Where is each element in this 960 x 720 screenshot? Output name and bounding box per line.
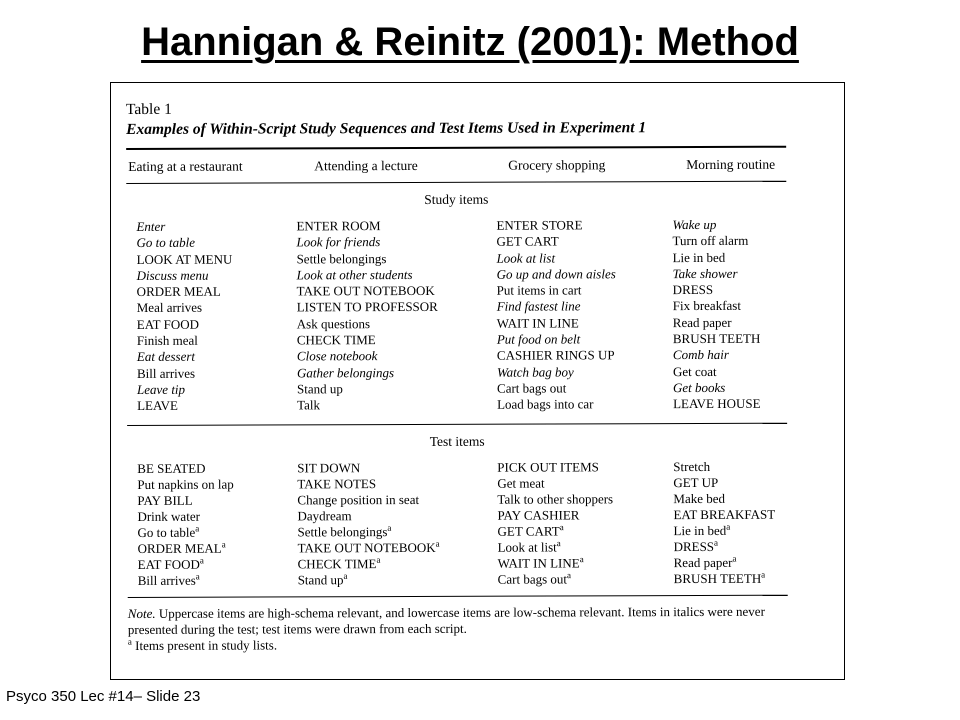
study-cell-text: LISTEN TO PROFESSOR <box>296 299 438 315</box>
study-cell-text: Look at other students <box>296 266 413 283</box>
study-cell <box>297 364 497 381</box>
test-cell-text: TAKE OUT NOTEBOOK <box>297 539 436 556</box>
test-cell-text: CHECK TIME <box>297 556 377 572</box>
study-cell <box>673 266 797 283</box>
study-cell-text: Eat dessert <box>136 349 196 365</box>
footnote-marker: a <box>713 537 719 548</box>
study-cell-text: Find fastest line <box>496 298 581 315</box>
study-cell <box>673 314 797 331</box>
test-cell-text: Stand up <box>297 572 344 588</box>
study-cell-text: Take shower <box>672 265 738 281</box>
test-cell <box>673 507 797 524</box>
study-cell <box>297 397 497 414</box>
study-cell <box>296 234 496 251</box>
study-cell <box>497 299 673 316</box>
footnote-marker: a <box>435 538 440 549</box>
study-cell-text: Wake up <box>672 216 717 233</box>
test-cell-text: Settle belongings <box>297 524 388 540</box>
study-cell <box>297 348 497 365</box>
test-cell-text: PAY CASHIER <box>497 507 580 523</box>
footnote-marker: a <box>195 523 200 534</box>
study-cell <box>496 233 672 250</box>
test-cell <box>138 557 298 574</box>
study-cell <box>497 364 673 381</box>
study-cell-text: GET CART <box>496 233 559 250</box>
test-cell-text: Get meat <box>497 475 545 491</box>
test-cell <box>138 573 298 590</box>
test-cell <box>297 508 497 525</box>
study-cell <box>297 250 497 267</box>
study-cell <box>673 347 797 364</box>
test-cell <box>673 490 797 507</box>
test-cell-text: PICK OUT ITEMS <box>497 458 599 475</box>
study-cell-text: LEAVE <box>137 398 179 414</box>
study-cell <box>673 363 797 380</box>
footnote-marker: a <box>556 538 561 549</box>
table-body <box>126 99 788 655</box>
study-cell <box>497 396 673 413</box>
test-cell-text: ORDER MEAL <box>137 540 222 556</box>
test-cell-text: Read paper <box>673 555 733 571</box>
study-cell <box>673 282 797 299</box>
test-cell <box>497 507 673 524</box>
study-cell <box>497 282 673 299</box>
test-cell <box>298 556 498 573</box>
study-cell <box>296 218 496 235</box>
test-cell-text: Look at list <box>497 539 557 555</box>
test-cell-text: Make bed <box>673 490 726 506</box>
study-cell <box>137 332 297 349</box>
slide-footer: Psyco 350 Lec #14– Slide 23 <box>6 688 201 705</box>
test-cell <box>138 540 298 557</box>
study-cell <box>297 299 497 316</box>
study-cell <box>672 233 796 250</box>
study-cell-text: Lie in bed <box>672 249 726 265</box>
study-cell <box>137 300 297 317</box>
column-header-lecture: Attending a lecture <box>314 157 418 174</box>
footnote-marker: a <box>343 571 348 582</box>
study-cell <box>137 284 297 301</box>
study-cell-text: ENTER STORE <box>496 217 583 233</box>
study-cell-text: ENTER ROOM <box>296 218 381 234</box>
study-cell <box>297 283 497 300</box>
footnote-marker: a <box>579 554 584 565</box>
footnote-marker: a <box>566 570 572 581</box>
footnote-marker: a <box>387 522 392 533</box>
test-cell-text: WAIT IN LINE <box>497 555 580 571</box>
study-cell <box>497 315 673 332</box>
test-cell-text: Talk to other shoppers <box>497 491 614 507</box>
table-figure <box>110 82 845 680</box>
footnote-marker: a <box>732 553 737 564</box>
study-cell <box>297 267 497 284</box>
study-cell-text: CASHIER RINGS UP <box>496 347 615 364</box>
test-cell-text: Drink water <box>137 508 200 524</box>
footnote-marker: a <box>195 571 200 582</box>
test-cell-text: Cart bags out <box>497 571 568 587</box>
test-cell <box>137 460 297 477</box>
study-cell-text: Cart bags out <box>496 380 567 396</box>
test-cell <box>298 540 498 557</box>
study-cell-text: Comb hair <box>672 347 729 363</box>
study-cell <box>673 380 797 397</box>
study-cell <box>497 331 673 348</box>
column-header-morning: Morning routine <box>686 156 776 173</box>
study-cell <box>673 331 797 348</box>
test-cell-text: Bill arrives <box>137 572 196 589</box>
study-cell <box>137 316 297 333</box>
test-cell-text: EAT BREAKFAST <box>673 506 776 522</box>
study-cell-text: Read paper <box>672 314 732 330</box>
study-cell <box>297 315 497 332</box>
test-cell <box>673 523 797 540</box>
study-cell-text: LOOK AT MENU <box>136 251 233 267</box>
footnote-marker: a <box>221 539 226 550</box>
study-cell-text: Go to table <box>136 235 196 251</box>
test-cell <box>137 524 297 541</box>
study-cell-text: Enter <box>136 218 166 234</box>
study-cell-text: BRUSH TEETH <box>672 330 761 347</box>
test-cell <box>497 491 673 508</box>
test-cell-text: EAT FOOD <box>137 556 200 573</box>
test-cell-text: Daydream <box>297 508 352 524</box>
test-cell <box>674 555 798 572</box>
table-label: Table 1 <box>126 100 172 118</box>
test-cell-text: Put napkins on lap <box>137 476 234 492</box>
study-cell-text: TAKE OUT NOTEBOOK <box>296 283 435 299</box>
test-cell-text: Stretch <box>673 458 711 474</box>
test-cell <box>674 571 798 588</box>
study-cell-text: Put food on belt <box>496 331 581 347</box>
test-cell-text: DRESS <box>673 538 715 555</box>
study-cell <box>137 251 297 268</box>
study-cell-text: Bill arrives <box>136 365 196 381</box>
test-cell <box>298 572 498 589</box>
footnote-marker: a <box>761 569 766 580</box>
column-headers <box>126 148 786 183</box>
study-cell-text: EAT FOOD <box>136 316 200 332</box>
study-cell <box>673 249 797 266</box>
test-cell <box>497 459 673 476</box>
slide-title-text: Hannigan & Reinitz (2001): Method <box>141 20 799 64</box>
study-cell <box>137 267 297 284</box>
column-header-grocery: Grocery shopping <box>508 157 606 173</box>
footnote-marker: a <box>127 636 132 647</box>
study-cell <box>137 398 297 415</box>
test-cell-text: PAY BILL <box>137 492 193 508</box>
study-cell-text: Finish meal <box>136 332 198 349</box>
study-cell <box>497 266 673 283</box>
test-cell <box>497 475 673 492</box>
study-cell-text: Load bags into car <box>497 396 594 412</box>
study-cell-text: Look for friends <box>296 234 381 250</box>
study-cell-text: CHECK TIME <box>296 332 376 348</box>
study-cell-text: Turn off alarm <box>672 233 749 249</box>
study-cell-text: Fix breakfast <box>672 298 741 314</box>
test-cell <box>297 491 497 508</box>
study-cell-text: Get coat <box>672 363 717 379</box>
column-header-restaurant: Eating at a restaurant <box>128 158 243 174</box>
study-cell-text: Ask questions <box>296 315 371 332</box>
study-cell-text: Talk <box>297 397 321 413</box>
note-label: Note. <box>127 606 156 622</box>
test-cell-text: SIT DOWN <box>297 459 361 475</box>
footnote-marker: a <box>559 522 564 533</box>
test-cell <box>137 508 297 525</box>
footnote-marker: a <box>376 554 381 565</box>
study-cell-text: LEAVE HOUSE <box>673 396 761 412</box>
test-cell-text: Go to table <box>137 524 196 540</box>
study-cell-text: Meal arrives <box>136 300 203 316</box>
study-cell-text: DRESS <box>672 282 714 298</box>
study-cell-text: Leave tip <box>136 381 186 397</box>
study-cell <box>137 381 297 398</box>
study-cell-text: Settle belongings <box>296 250 387 266</box>
study-cell-text: Close notebook <box>296 348 378 364</box>
test-cell-text: Lie in bed <box>673 522 727 539</box>
study-cell <box>136 218 296 235</box>
note-text: Uppercase items are high-schema relevant, and lowercase items are low-schema relevant. Items in italics were never presented during the test; test items were drawn from each script. <box>127 604 765 638</box>
study-cell-text: Stand up <box>296 381 343 397</box>
test-row <box>138 571 788 589</box>
study-cell <box>497 347 673 364</box>
test-cell <box>297 524 497 541</box>
study-cell <box>137 365 297 382</box>
footnote-marker: a <box>726 521 731 532</box>
test-cell <box>498 539 674 556</box>
footnote-text: Items present in study lists. <box>135 637 278 654</box>
study-items-heading: Study items <box>424 191 489 207</box>
test-cell-text: BRUSH TEETH <box>673 571 762 587</box>
table-note <box>128 596 788 654</box>
study-cell-text: Discuss menu <box>136 267 209 283</box>
study-row <box>137 396 787 415</box>
table-caption: Examples of Within-Script Study Sequences and Test Items Used in Experiment 1 <box>126 119 647 138</box>
test-cell-text: GET UP <box>673 474 719 490</box>
study-cell <box>497 380 673 397</box>
test-cell-text: BE SEATED <box>137 460 206 476</box>
test-cell <box>137 492 297 509</box>
study-cell-text: Watch bag boy <box>496 364 574 380</box>
test-items-rows <box>127 458 787 589</box>
study-cell-text: WAIT IN LINE <box>496 315 579 331</box>
test-cell <box>297 459 497 476</box>
study-cell <box>297 332 497 349</box>
study-cell <box>673 298 797 315</box>
study-cell-text: Get books <box>672 379 726 396</box>
study-cell-text: ORDER MEAL <box>136 283 221 300</box>
footnote-marker: a <box>199 555 204 566</box>
study-cell-text: Go up and down aisles <box>496 266 616 282</box>
test-cell-text: GET CART <box>497 523 560 539</box>
study-cell <box>496 217 672 234</box>
test-cell-text: Change position in seat <box>297 491 420 508</box>
study-cell <box>297 381 497 398</box>
study-cell <box>497 250 673 267</box>
study-cell <box>137 349 297 366</box>
test-cell <box>498 571 674 588</box>
test-cell-text: TAKE NOTES <box>297 475 377 492</box>
study-cell <box>673 396 797 413</box>
test-cell <box>497 523 673 540</box>
study-cell-text: Gather belongings <box>296 364 395 381</box>
study-items-rows <box>126 217 787 415</box>
slide-title <box>0 6 940 78</box>
study-cell <box>672 217 796 234</box>
study-cell-text: Look at list <box>496 250 556 266</box>
test-cell <box>498 555 674 572</box>
study-cell-text: Put items in cart <box>496 282 582 298</box>
test-items-heading: Test items <box>429 433 485 449</box>
test-cell <box>297 475 497 492</box>
test-cell <box>673 474 797 491</box>
study-cell <box>136 235 296 252</box>
test-cell <box>137 476 297 493</box>
test-cell <box>673 458 797 475</box>
